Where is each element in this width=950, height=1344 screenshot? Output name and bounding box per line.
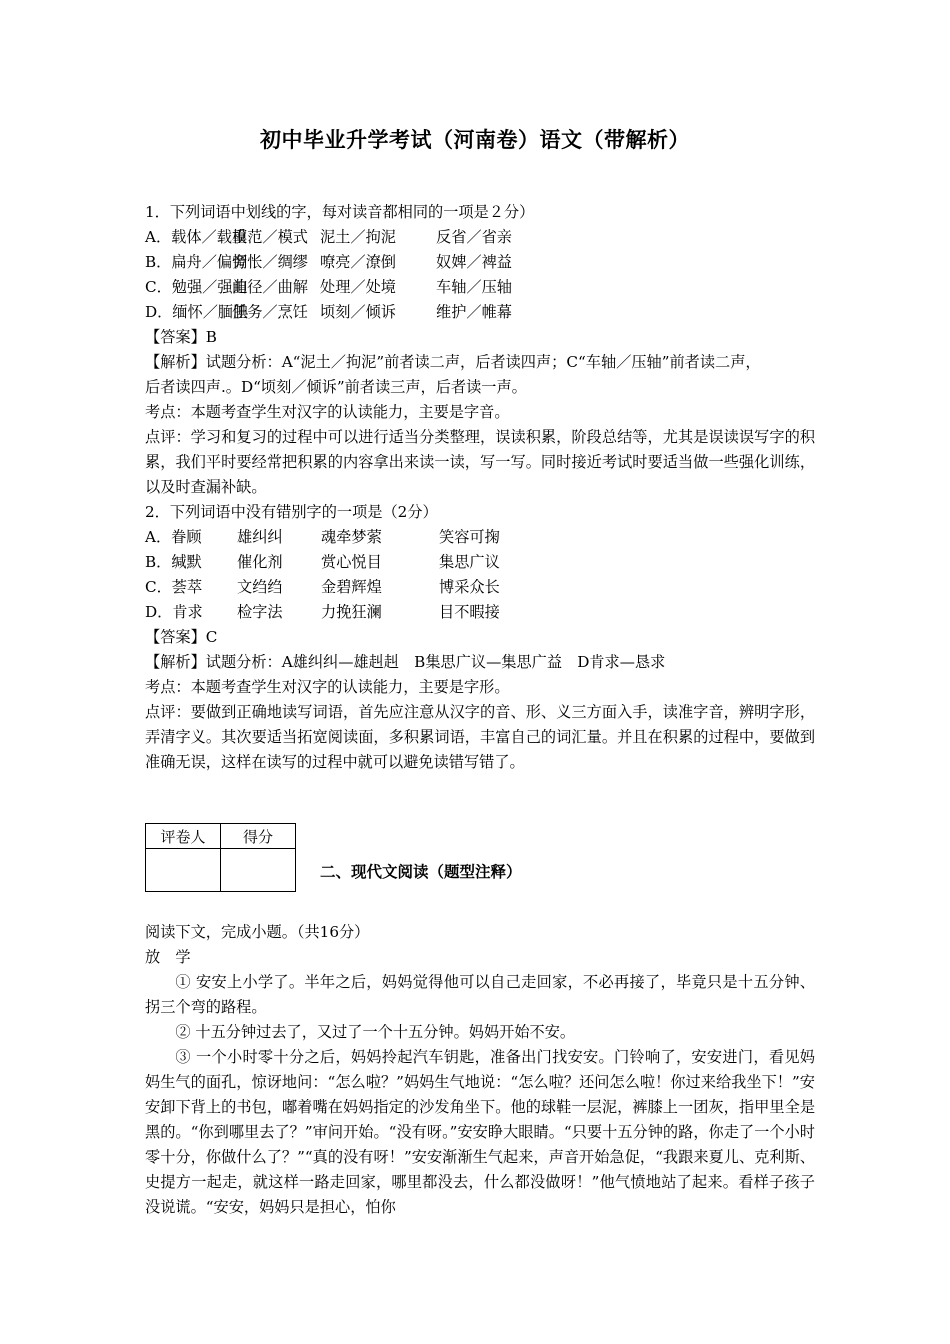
section-title: 二、现代文阅读（题型注释）	[320, 862, 522, 881]
q2-analysis: 【解析】试题分析：A雄纠纠—雄赳赳 B集思广议—集思广益 D肯求—恳求	[145, 653, 666, 671]
essay-paragraph-3: ③ 一个小时零十分之后，妈妈拎起汽车钥匙，准备出门找安安。门铃响了，安安进门，看见妈妈生气的面孔，惊讶地问：“怎么啦？”妈妈生气地说：“怎么啦？还问怎么啦！你过来给我坐下！”安安卸下背上的书包，嘟着嘴在妈妈指定的沙发角坐下。他的球鞋一层泥，裤膝上一团灰，指甲里全是黑的。“你到哪里去了？”审问开始。“没有呀。”安安睁大眼睛。“只要十五分钟的路，你走了一个小时零十分，你做什么了？”“真的没有呀！”安安渐渐生气起来，声音开始急促，“我跟来夏儿、克利斯、史提方一起走，就这样一路走回家，哪里都没去，什么都没做呀！”他气愤地站了起来。看样子孩子没说谎。“安安，妈妈只是担心，怕你	[145, 1048, 815, 1216]
q2-kaodian: 考点：本题考查学生对汉字的认读能力，主要是字形。	[145, 678, 510, 696]
option-cell: 惆怅／绸缪	[232, 253, 308, 271]
q1-kaodian: 考点：本题考查学生对汉字的认读能力，主要是字音。	[145, 403, 510, 421]
reviewer-cell[interactable]	[146, 849, 221, 892]
option-cell: 任务／烹饪	[232, 303, 308, 321]
option-cell: 笑容可掬	[439, 528, 500, 546]
q2-option-d	[145, 600, 815, 625]
score-table	[145, 823, 296, 892]
q1-analysis-line2: 后者读四声.。D“顷刻／倾诉”前者读三声，后者读一声。	[145, 378, 527, 396]
option-cell: 维护／帷幕	[436, 303, 512, 321]
q2-dianping: 点评：要做到正确地读写词语，首先应注意从汉字的音、形、义三方面入手，读准字音，辨明字形，弄清字义。其次要适当拓宽阅读面，多积累词语，丰富自己的词汇量。并且在积累的过程中，要做到准确无误，这样在读写的过程中就可以避免读错写错了。	[145, 703, 815, 771]
q1-option-a	[145, 225, 815, 250]
essay-paragraph-2: ② 十五分钟过去了，又过了一个十五分钟。妈妈开始不安。	[175, 1023, 576, 1041]
q1-option-c	[145, 275, 815, 300]
question-section	[145, 200, 815, 775]
q2-answer: 【答案】C	[145, 628, 218, 646]
option-cell: A．载体／载重	[145, 228, 248, 246]
option-cell: 反省／省亲	[436, 228, 512, 246]
option-cell: 魂牵梦萦	[321, 528, 382, 546]
q1-option-d	[145, 300, 815, 325]
essay-paragraph-1: ① 安安上小学了。半年之后，妈妈觉得他可以自己走回家，不必再接了，毕竟只是十五分钟、拐三个弯的路程。	[145, 973, 815, 1016]
q1-stem: 1．下列词语中划线的字，每对读音都相同的一项是２分）	[145, 203, 535, 221]
score-cell[interactable]	[221, 849, 296, 892]
option-cell: 文绉绉	[237, 578, 283, 596]
page-title: 初中毕业升学考试（河南卷）语文（带解析）	[260, 127, 690, 152]
option-cell: 雄纠纠	[237, 528, 283, 546]
option-cell: 泥土／拘泥	[320, 228, 396, 246]
option-cell: 集思广议	[439, 553, 500, 571]
reading-section	[145, 920, 815, 1220]
option-cell: 奴婢／裨益	[436, 253, 512, 271]
option-cell: A．眷顾	[145, 528, 202, 546]
q2-option-a	[145, 525, 815, 550]
score-header: 得分	[221, 824, 296, 849]
option-cell: B．缄默	[145, 553, 202, 571]
option-cell: 处理／处境	[320, 278, 396, 296]
q1-option-b	[145, 250, 815, 275]
option-cell: C．荟萃	[145, 578, 203, 596]
q1-analysis-line1: 【解析】试题分析：A“泥土／拘泥”前者读二声，后者读四声；C“车轴／压轴”前者读二声，	[145, 353, 761, 371]
reading-intro: 阅读下文，完成小题。（共16分）	[145, 923, 370, 941]
option-cell: 目不暇接	[439, 603, 500, 621]
option-cell: 顷刻／倾诉	[320, 303, 396, 321]
option-cell: B．扁舟／偏旁	[145, 253, 248, 271]
option-cell: 嘹亮／潦倒	[320, 253, 396, 271]
option-cell: C．勉强／强迫	[145, 278, 248, 296]
option-cell: 曲径／曲解	[232, 278, 308, 296]
q1-dianping: 点评：学习和复习的过程中可以进行适当分类整理，误读积累，阶段总结等，尤其是误读误写字的积累，我们平时要经常把积累的内容拿出来读一读，写一写。同时接近考试时要适当做一些强化训练，以及时查漏补缺。	[145, 428, 815, 496]
essay-title: 放 学	[145, 948, 191, 966]
reviewer-header: 评卷人	[146, 824, 221, 849]
option-cell: 博采众长	[439, 578, 500, 596]
option-cell: D．缅怀／腼腆	[145, 303, 249, 321]
option-cell: 催化剂	[237, 553, 283, 571]
option-cell: 赏心悦目	[321, 553, 382, 571]
option-cell: 检字法	[237, 603, 283, 621]
q2-stem: 2．下列词语中没有错别字的一项是（2分）	[145, 503, 438, 521]
q1-answer: 【答案】B	[145, 328, 217, 346]
option-cell: D．肯求	[145, 603, 203, 621]
option-cell: 力挽狂澜	[321, 603, 382, 621]
option-cell: 金碧辉煌	[321, 578, 382, 596]
option-cell: 车轴／压轴	[436, 278, 512, 296]
q2-option-c	[145, 575, 815, 600]
option-cell: 模范／模式	[232, 228, 308, 246]
q2-option-b	[145, 550, 815, 575]
score-area	[145, 823, 815, 895]
